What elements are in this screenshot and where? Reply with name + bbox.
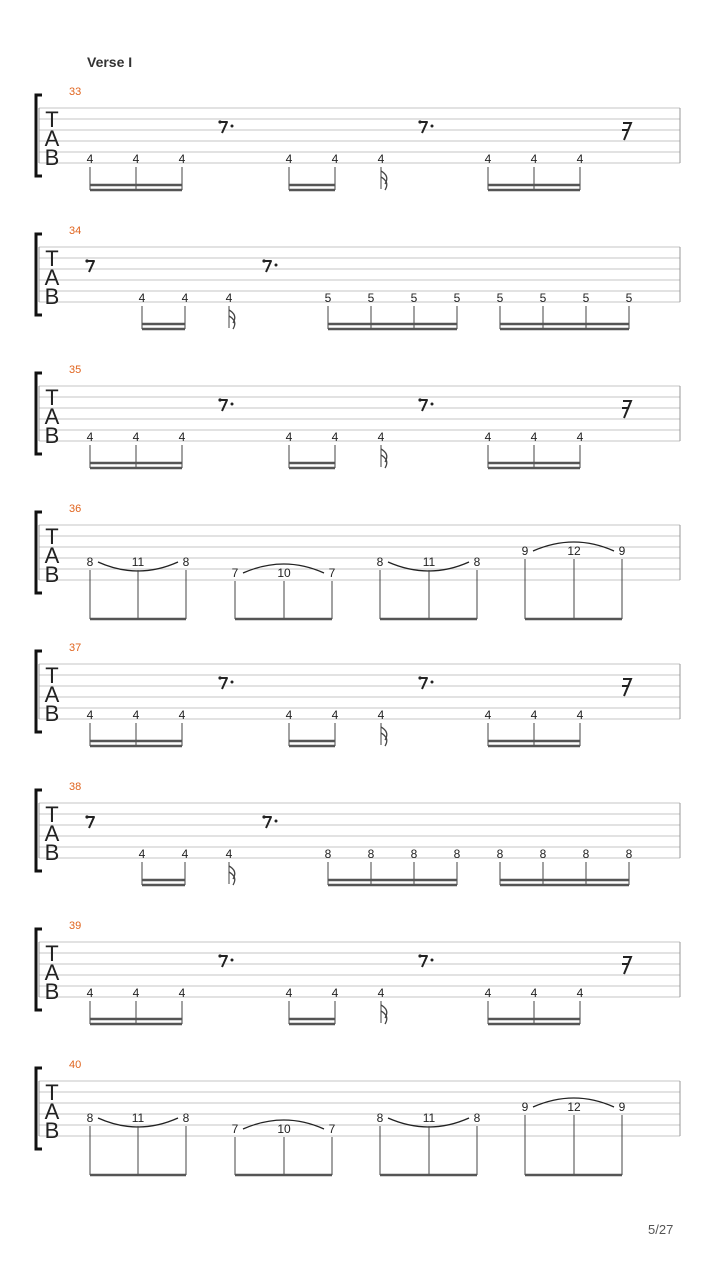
fret-number: 12 — [567, 1100, 581, 1114]
fret-number: 9 — [521, 1100, 529, 1114]
rest-dot — [231, 125, 234, 128]
rest-dot — [275, 264, 278, 267]
fret-number: 4 — [132, 708, 140, 722]
fret-number: 7 — [328, 1122, 336, 1136]
fret-number: 5 — [582, 291, 590, 305]
rest-dot — [231, 681, 234, 684]
fret-number: 11 — [131, 1111, 145, 1125]
fret-number: 8 — [376, 555, 384, 569]
fret-number: 4 — [530, 152, 538, 166]
tab-clef-a: A — [44, 265, 60, 290]
fret-number: 8 — [376, 1111, 384, 1125]
tab-clef-a: A — [44, 821, 60, 846]
fret-number: 4 — [576, 708, 584, 722]
sixteenth-rest — [623, 679, 631, 696]
fret-number: 8 — [324, 847, 332, 861]
fret-number: 9 — [521, 544, 529, 558]
rest-head — [418, 954, 421, 957]
eighth-rest — [419, 400, 427, 411]
tab-clef-t: T — [45, 802, 59, 827]
fret-number: 4 — [178, 708, 186, 722]
rest-head — [85, 259, 88, 262]
fret-number: 4 — [530, 986, 538, 1000]
eighth-rest — [419, 678, 427, 689]
fret-number: 4 — [285, 430, 293, 444]
fret-number: 8 — [453, 847, 461, 861]
tab-system — [36, 364, 680, 468]
measure-number: 37 — [69, 642, 82, 654]
fret-number: 5 — [410, 291, 418, 305]
eighth-rest — [219, 678, 227, 689]
rest-head — [85, 815, 88, 818]
rest-head — [218, 954, 221, 957]
sixteenth-rest — [623, 401, 631, 418]
rest-head — [262, 815, 265, 818]
fret-number: 4 — [178, 430, 186, 444]
fret-number: 4 — [132, 986, 140, 1000]
fret-number: 4 — [331, 430, 339, 444]
tab-clef-t: T — [45, 107, 59, 132]
fret-number: 4 — [285, 152, 293, 166]
fret-number: 11 — [422, 1111, 436, 1125]
tab-clef-a: A — [44, 1099, 60, 1124]
rest-dot — [431, 403, 434, 406]
fret-number: 12 — [567, 544, 581, 558]
fret-number: 8 — [410, 847, 418, 861]
tab-system — [36, 1059, 680, 1175]
tab-clef-a: A — [44, 960, 60, 985]
fret-number: 4 — [484, 430, 492, 444]
measure-number: 33 — [69, 86, 82, 98]
fret-number: 10 — [277, 1122, 291, 1136]
fret-number: 5 — [496, 291, 504, 305]
fret-number: 8 — [473, 555, 481, 569]
fret-number: 7 — [231, 566, 239, 580]
tab-clef-b: B — [44, 145, 60, 170]
rest-head — [418, 676, 421, 679]
fret-number: 4 — [132, 430, 140, 444]
fret-number: 4 — [377, 986, 385, 1000]
tab-clef-b: B — [44, 701, 60, 726]
rest-head — [262, 259, 265, 262]
rest-dot — [275, 820, 278, 823]
fret-number: 8 — [496, 847, 504, 861]
rest-head — [218, 120, 221, 123]
tab-clef-b: B — [44, 979, 60, 1004]
fret-number: 5 — [367, 291, 375, 305]
tab-system — [36, 781, 680, 885]
fret-number: 8 — [182, 1111, 190, 1125]
tab-clef-a: A — [44, 682, 60, 707]
sixteenth-rest — [623, 123, 631, 140]
tab-clef-a: A — [44, 126, 60, 151]
fret-number: 8 — [625, 847, 633, 861]
tab-clef-t: T — [45, 385, 59, 410]
rest-dot — [431, 681, 434, 684]
fret-number: 4 — [576, 430, 584, 444]
fret-number: 7 — [231, 1122, 239, 1136]
fret-number: 4 — [576, 986, 584, 1000]
rest-head — [218, 676, 221, 679]
fret-number: 4 — [86, 986, 94, 1000]
fret-number: 4 — [178, 152, 186, 166]
tab-clef-t: T — [45, 663, 59, 688]
eighth-rest — [86, 817, 94, 828]
eighth-rest — [219, 956, 227, 967]
fret-number: 4 — [225, 291, 233, 305]
measure-number: 35 — [69, 364, 82, 376]
measure-number: 40 — [69, 1059, 82, 1071]
eighth-rest — [219, 400, 227, 411]
tab-system — [36, 86, 680, 190]
tab-clef-t: T — [45, 1080, 59, 1105]
fret-number: 5 — [453, 291, 461, 305]
eighth-rest — [263, 817, 271, 828]
tab-system — [36, 920, 680, 1024]
fret-number: 4 — [331, 986, 339, 1000]
eighth-rest — [419, 122, 427, 133]
fret-number: 4 — [484, 708, 492, 722]
fret-number: 8 — [86, 1111, 94, 1125]
eighth-rest — [86, 261, 94, 272]
fret-number: 4 — [530, 430, 538, 444]
fret-number: 4 — [225, 847, 233, 861]
eighth-rest — [263, 261, 271, 272]
fret-number: 4 — [331, 708, 339, 722]
measure-number: 36 — [69, 503, 82, 515]
fret-number: 4 — [132, 152, 140, 166]
tab-clef-a: A — [44, 543, 60, 568]
rest-dot — [431, 959, 434, 962]
tab-system — [36, 225, 680, 329]
rest-head — [218, 398, 221, 401]
fret-number: 4 — [86, 152, 94, 166]
fret-number: 4 — [484, 986, 492, 1000]
fret-number: 11 — [422, 555, 436, 569]
rest-dot — [231, 403, 234, 406]
fret-number: 4 — [576, 152, 584, 166]
fret-number: 4 — [377, 708, 385, 722]
fret-number: 4 — [484, 152, 492, 166]
fret-number: 5 — [625, 291, 633, 305]
page-number: 5/27 — [648, 1222, 674, 1237]
rest-dot — [431, 125, 434, 128]
tab-clef-t: T — [45, 941, 59, 966]
fret-number: 10 — [277, 566, 291, 580]
fret-number: 8 — [473, 1111, 481, 1125]
fret-number: 4 — [138, 291, 146, 305]
rest-head — [418, 398, 421, 401]
tab-clef-b: B — [44, 562, 60, 587]
tab-clef-t: T — [45, 246, 59, 271]
fret-number: 4 — [86, 708, 94, 722]
rest-head — [418, 120, 421, 123]
tab-clef-b: B — [44, 840, 60, 865]
tab-clef-a: A — [44, 404, 60, 429]
fret-number: 4 — [530, 708, 538, 722]
fret-number: 5 — [324, 291, 332, 305]
rest-dot — [231, 959, 234, 962]
eighth-rest — [419, 956, 427, 967]
tab-clef-t: T — [45, 524, 59, 549]
tab-clef-b: B — [44, 423, 60, 448]
fret-number: 8 — [367, 847, 375, 861]
tab-system — [36, 642, 680, 746]
eighth-rest — [219, 122, 227, 133]
fret-number: 4 — [181, 847, 189, 861]
section-title: Verse I — [87, 54, 133, 70]
fret-number: 8 — [539, 847, 547, 861]
fret-number: 4 — [285, 708, 293, 722]
measure-number: 39 — [69, 920, 82, 932]
fret-number: 9 — [618, 1100, 626, 1114]
fret-number: 4 — [285, 986, 293, 1000]
fret-number: 4 — [377, 152, 385, 166]
tab-system — [36, 503, 680, 619]
fret-number: 4 — [181, 291, 189, 305]
fret-number: 4 — [178, 986, 186, 1000]
tab-clef-b: B — [44, 284, 60, 309]
fret-number: 8 — [182, 555, 190, 569]
fret-number: 8 — [582, 847, 590, 861]
fret-number: 7 — [328, 566, 336, 580]
fret-number: 11 — [131, 555, 145, 569]
fret-number: 4 — [86, 430, 94, 444]
fret-number: 4 — [138, 847, 146, 861]
measure-number: 38 — [69, 781, 82, 793]
fret-number: 9 — [618, 544, 626, 558]
fret-number: 8 — [86, 555, 94, 569]
sixteenth-rest — [623, 957, 631, 974]
fret-number: 4 — [377, 430, 385, 444]
tab-clef-b: B — [44, 1118, 60, 1143]
fret-number: 4 — [331, 152, 339, 166]
measure-number: 34 — [69, 225, 82, 237]
fret-number: 5 — [539, 291, 547, 305]
